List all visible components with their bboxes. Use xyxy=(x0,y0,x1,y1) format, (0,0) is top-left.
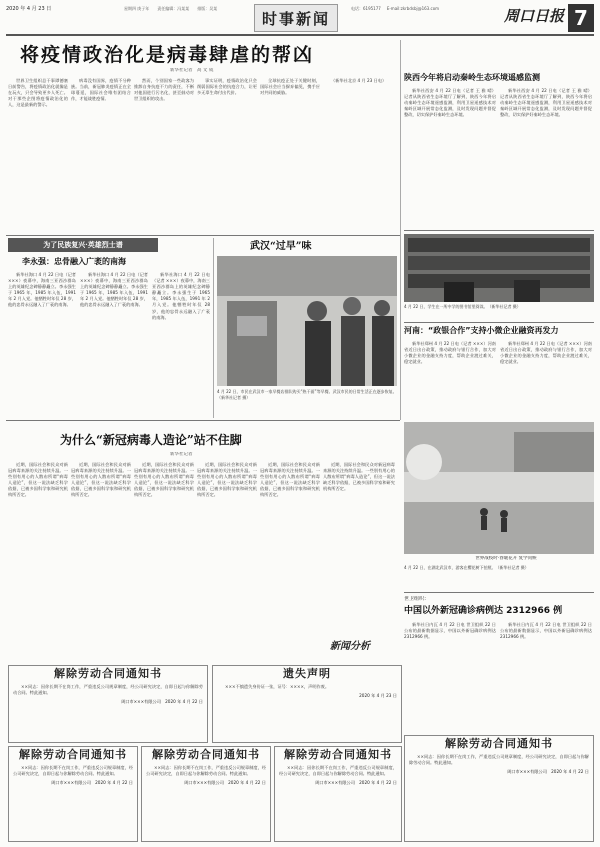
blossom-photo xyxy=(404,422,594,554)
section-rule xyxy=(6,235,400,236)
library-photo xyxy=(404,234,594,302)
rumor-col xyxy=(323,462,395,632)
lead-col xyxy=(71,78,131,233)
lead-col xyxy=(260,78,320,233)
who-headline: 中国以外新冠确诊病例达 2312966 例 xyxy=(404,606,563,616)
who-col xyxy=(500,622,592,730)
notice-sign: 周口市×××有限公司 2020 年 4 月 22 日 xyxy=(507,769,589,775)
notice-box xyxy=(212,665,402,743)
paragraph: 新华社海口 4 月 22 日电（记者 ×××）夜幕中，海南三亚西沙群岛上的英雄纪念碑静静矗立。李永强生于 1965 年，1985 年入伍，1991 年 2 月入党。他牺牲时年仅 28 岁，他的忠骨永远融入了广袤的南海。 xyxy=(80,272,148,308)
paragraph: 新华社郑州 4 月 22 日电（记者 ×××）河南省近日出台政策，推动政府与银行合作，加大对小微企业的金融支持力度，帮助企业渡过难关，稳定就业。 xyxy=(500,341,592,365)
notice-title: 解除劳动合同通知书 xyxy=(54,667,162,680)
lead-col xyxy=(134,78,194,233)
notice-body xyxy=(9,763,137,780)
lead-col xyxy=(8,78,68,233)
rumor-col xyxy=(8,462,68,662)
rumor-col xyxy=(134,462,194,662)
rumor-headline: 为什么“新冠病毒人造论”站不住脚 xyxy=(60,433,242,447)
wuhan-headline: 武汉“过早”味 xyxy=(250,241,312,252)
section-rule xyxy=(404,592,594,593)
paragraph: 新华社西安 4 月 22 日电（记者 王 雅 晴）记者从陕西省生态环境厅了解到，陕西今年将启动秦岭生态环境遥感监测，利用卫星遥感技术对秦岭区域开展常态化监测，及时发现问题并督促整改，切实保护好秦岭生态环境。 xyxy=(404,88,496,118)
henan-headline-area xyxy=(404,325,594,339)
news-analysis-label: 新闻分析 xyxy=(330,641,370,652)
park-illustration xyxy=(404,422,594,554)
paragraph: ××同志：因你长期不在岗工作，严重违反公司规章制度，经公司研究决定，自即日起与你解除劳动合同。特此通知。 xyxy=(146,764,266,777)
feature-col xyxy=(152,272,210,412)
who-headline-area xyxy=(404,605,594,621)
feature-headline: 李永强：忠骨融入广袤的南海 xyxy=(22,257,126,266)
notice-sign: 周口市×××有限公司 2020 年 4 月 22 日 xyxy=(51,780,133,786)
notice-title: 解除劳动合同通知书 xyxy=(445,737,553,750)
meta-item: 排版：吴某 xyxy=(197,6,218,11)
paragraph: 新华社海口 4 月 22 日电（记者 ×××）夜幕中，海南三亚西沙群岛上的英雄纪念碑静静矗立。李永强生于 1965 年，1985 年入伍，1991 年 2 月入党。他牺牲时年仅 28 岁，他的忠骨永远融入了广袤的南海。 xyxy=(8,272,76,308)
lead-headline: 将疫情政治化是病毒肆虐的帮凶 xyxy=(20,44,315,66)
notice-body xyxy=(142,763,270,780)
notice-body xyxy=(213,682,401,693)
henan-col xyxy=(500,341,592,419)
column-divider xyxy=(400,40,401,420)
lead-col xyxy=(197,78,257,233)
paragraph: 近期，国际社会和民众对新冠病毒来源的关注持续升温。一些别有用心的人散布所谓“病毒人造论”，但这一说法缺乏科学依据，已被多国科学家和研究机构所否定。 xyxy=(71,462,131,498)
paragraph: 事实证明，疫情政治化只会削弱国际社会的抗疫合力，让更多无辜生命付出代价。 xyxy=(197,78,257,96)
henan-headline: 河南：“政银合作”支持小微企业融资再发力 xyxy=(404,326,559,335)
paragraph: 世界卫生组织总干事谭德塞日前警告，将疫情政治化就像是在玩火，只会导致更多人死亡。对于那些企图将疫情政治化的人，这是最新的警示。 xyxy=(8,78,68,108)
feature-headline-area xyxy=(22,256,162,270)
notice-title: 解除劳动合同通知书 xyxy=(19,748,127,761)
breakfast-queue-illustration xyxy=(217,256,397,386)
notice-title: 解除劳动合同通知书 xyxy=(284,748,392,761)
paragraph: 新华社郑州 4 月 22 日电（记者 ×××）河南省近日出台政策，推动政府与银行合作，加大对小微企业的金融支持力度，帮助企业渡过难关，稳定就业。 xyxy=(404,341,496,365)
henan-col xyxy=(404,341,496,419)
notice-body xyxy=(9,682,207,699)
paragraph: 全球抗疫正处于关键时刻，国际社会应当摒弃偏见，携手应对共同的威胁。 xyxy=(260,78,320,96)
paragraph: 近期，国际社会和民众对新冠病毒来源的关注持续升温。一些别有用心的人散布所谓“病毒人造论”，但这一说法缺乏科学依据，已被多国科学家和研究机构所否定。 xyxy=(260,462,320,498)
notice-box xyxy=(8,746,138,842)
paragraph: 然而，个别国家一些政客为推卸自身抗疫不力的责任，不断对他国进行污名化，甚至鼓动对世卫组织的攻击。 xyxy=(134,78,194,102)
paragraph: （新华社北京 4 月 23 日电） xyxy=(331,78,387,83)
lead-byline: 新华社记者 高 文 成 xyxy=(170,68,214,73)
paragraph: ××同志：因你长期不在岗工作，严重违反公司规章制度，经公司研究决定，自即日起与你解除劳动合同。特此通知。 xyxy=(13,683,203,696)
notice-body xyxy=(275,763,401,780)
notice-sign: 2020 年 4 月 23 日 xyxy=(359,693,397,699)
shaanxi-headline: 陕西今年将启动秦岭生态环境遥感监测 xyxy=(404,73,540,82)
section-title: 时事新闻 xyxy=(254,4,338,32)
lead-col xyxy=(323,78,395,233)
rumor-headline-area xyxy=(60,432,360,452)
paragraph: 新华社海口 4 月 22 日电（记者 ×××）夜幕中，海南三亚西沙群岛上的英雄纪念碑静静矗立。李永强生于 1965 年，1985 年入伍，1991 年 2 月入党。他牺牲时年仅 28 岁，他的忠骨永远融入了广袤的南海。 xyxy=(152,272,210,320)
header-meta-right xyxy=(351,6,439,12)
bookshelf-illustration xyxy=(404,234,594,302)
wuhan-photo xyxy=(217,256,397,386)
paragraph: ××同志：因你长期不在岗工作，严重违反公司规章制度，经公司研究决定，自即日起与你解除劳动合同。特此通知。 xyxy=(13,764,133,777)
notice-box xyxy=(8,665,208,743)
paragraph: ×××不慎遗失身份证一张，证号：××××，声明作废。 xyxy=(225,683,330,689)
section-rule xyxy=(404,230,594,231)
rumor-col xyxy=(71,462,131,662)
section-rule xyxy=(6,420,400,421)
paper-logo: 周口日报 xyxy=(503,7,564,25)
page-header xyxy=(6,4,594,36)
paragraph: 近期，国际社会和民众对新冠病毒来源的关注持续升温。一些别有用心的人散布所谓“病毒人造论”，但这一说法缺乏科学依据，已被多国科学家和研究机构所否定。 xyxy=(323,462,395,492)
rumor-byline: 新华社记者 xyxy=(170,452,193,457)
paragraph: 新华社西安 4 月 22 日电（记者 王 雅 晴）记者从陕西省生态环境厅了解到，陕西今年将启动秦岭生态环境遥感监测，利用卫星遥感技术对秦岭区域开展常态化监测，及时发现问题并督促整改，切实保护好秦岭生态环境。 xyxy=(500,88,592,118)
paragraph: 近期，国际社会和民众对新冠病毒来源的关注持续升温。一些别有用心的人散布所谓“病毒人造论”，但这一说法缺乏科学依据，已被多国科学家和研究机构所否定。 xyxy=(197,462,257,498)
notice-title: 解除劳动合同通知书 xyxy=(152,748,260,761)
notice-sign: 周口市×××有限公司 2020 年 4 月 22 日 xyxy=(121,699,203,705)
meta-item: 责任编辑：冯某某 xyxy=(157,6,190,11)
meta-item: E-mail:zkrbdsbj@163.com xyxy=(386,6,440,11)
issue-date: 2020 年 4 月 23 日 xyxy=(6,6,52,12)
notice-box xyxy=(141,746,271,842)
paragraph: ××同志：因你长期不在岗工作，严重违反公司规章制度，经公司研究决定，自即日起与你解除劳动合同。特此通知。 xyxy=(409,753,589,766)
shaanxi-col xyxy=(500,88,592,228)
blossom-photo-label: 世界战疫时·春暖花开 复学问候 xyxy=(475,556,537,561)
section-rule xyxy=(404,322,594,323)
column-divider xyxy=(213,238,214,418)
wuhan-headline-area xyxy=(250,240,370,256)
notice-box xyxy=(274,746,402,842)
notice-box xyxy=(404,735,594,842)
paragraph: 病毒没有国界，疫情不分种族。当前，新冠肺炎疫情正在全球蔓延，国际社会唯有团结合作，才能战胜疫情。 xyxy=(71,78,131,102)
paragraph: 新华社日内瓦 4 月 22 日电 世卫组织 22 日公布的最新数据显示，中国以外新冠确诊病例达 2312966 例。 xyxy=(500,622,592,640)
blossom-caption: 4 月 22 日，在湖北武汉市，游客在樱花树下拍照。（新华社记者 摄） xyxy=(404,565,529,570)
page-number: 7 xyxy=(568,4,594,32)
paragraph: 近期，国际社会和民众对新冠病毒来源的关注持续升温。一些别有用心的人散布所谓“病毒人造论”，但这一说法缺乏科学依据，已被多国科学家和研究机构所否定。 xyxy=(134,462,194,498)
paragraph: 近期，国际社会和民众对新冠病毒来源的关注持续升温。一些别有用心的人散布所谓“病毒人造论”，但这一说法缺乏科学依据，已被多国科学家和研究机构所否定。 xyxy=(8,462,68,498)
library-caption: 4 月 22 日，学生在一所中学的图书馆里阅读。（新华社记者 摄） xyxy=(404,304,521,309)
shaanxi-headline-area xyxy=(404,72,594,86)
notice-sign: 周口市×××有限公司 2020 年 4 月 22 日 xyxy=(315,780,397,786)
paragraph: 新华社日内瓦 4 月 22 日电 世卫组织 22 日公布的最新数据显示，中国以外新冠确诊病例达 2312966 例。 xyxy=(404,622,496,640)
feature-col xyxy=(80,272,148,412)
shaanxi-col xyxy=(404,88,496,228)
notice-sign: 周口市×××有限公司 2020 年 4 月 22 日 xyxy=(184,780,266,786)
rumor-col xyxy=(260,462,320,662)
feature-col xyxy=(8,272,76,412)
lead-headline-area xyxy=(20,42,390,70)
who-kicker: 世卫组织： xyxy=(404,596,430,602)
rumor-col xyxy=(197,462,257,662)
feature-banner: 为了民族复兴·英雄烈士谱 xyxy=(8,238,158,252)
notice-title: 遗失声明 xyxy=(283,667,331,680)
wuhan-caption: 4 月 22 日，市民在武汉市一家早餐店排队购买“热干面”等早餐。武汉市民的日常生活正在逐步恢复。（新华社记者 摄） xyxy=(217,389,397,400)
meta-item: 电话：6195177 xyxy=(351,6,381,11)
paragraph: ××同志：因你长期不在岗工作，严重违反公司规章制度，经公司研究决定，自即日起与你解除劳动合同。特此通知。 xyxy=(279,764,397,777)
meta-item: 星期四 庚子年 xyxy=(124,6,150,11)
who-col xyxy=(404,622,496,730)
header-meta xyxy=(124,6,217,12)
notice-body xyxy=(405,752,593,769)
